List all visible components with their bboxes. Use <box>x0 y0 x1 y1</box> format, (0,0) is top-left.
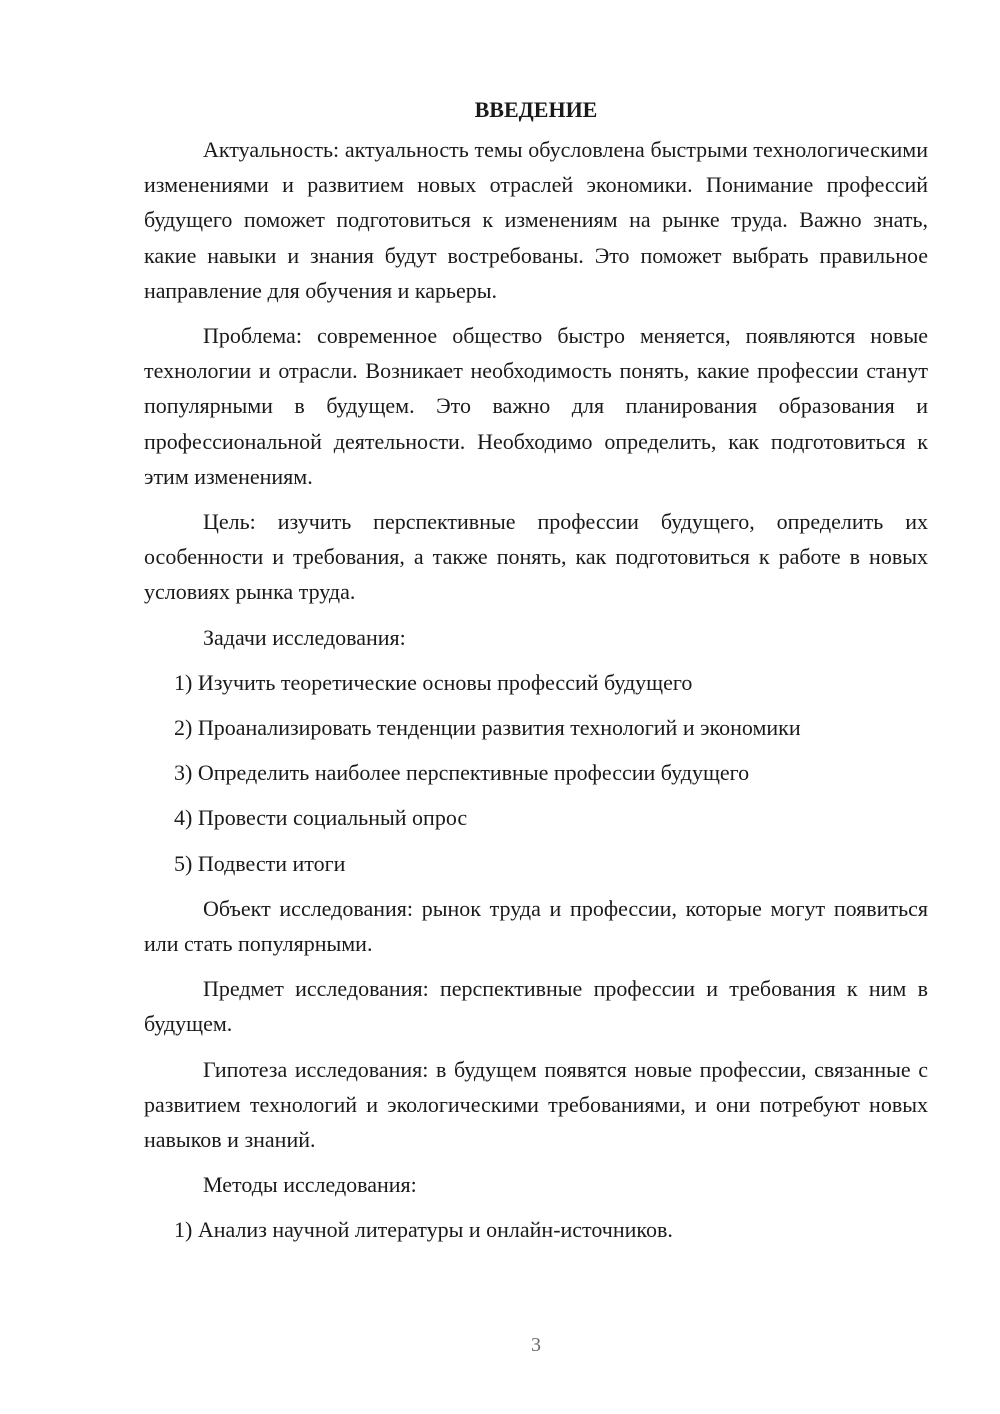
list-item: 2) Проанализировать тенденции развития технологий и экономики <box>174 715 801 741</box>
tasks-list <box>144 665 928 881</box>
list-item: 1) Анализ научной литературы и онлайн-источников. <box>174 1217 673 1243</box>
relevance-paragraph: Актуальность: актуальность темы обусловлена быстрыми технологическими изменениями и развитием новых отраслей экономики. Понимание профессий будущего поможет подготовиться к изменениям на рынке труда. Важно знать, какие навыки и знания будут востребованы. Это поможет выбрать правильное направление для обучения и карьеры. <box>144 137 928 303</box>
list-item: 1) Изучить теоретические основы профессий будущего <box>174 669 693 695</box>
methods-heading: Методы исследования: <box>203 1172 417 1198</box>
list-item: 4) Провести социальный опрос <box>174 805 468 831</box>
methods-list <box>144 1212 928 1247</box>
subject-paragraph: Предмет исследования: перспективные профессии и требования к ним в будущем. <box>144 976 928 1037</box>
list-item: 3) Определить наиболее перспективные профессии будущего <box>174 760 750 786</box>
tasks-heading: Задачи исследования: <box>203 624 406 650</box>
page-number: 3 <box>531 1334 541 1356</box>
document-page <box>144 92 928 1258</box>
list-item: 5) Подвести итоги <box>174 850 346 876</box>
section-title: ВВЕДЕНИЕ <box>474 97 598 122</box>
hypothesis-paragraph: Гипотеза исследования: в будущем появятся новые профессии, связанные с развитием технологий и экологическими требованиями, и они потребуют новых навыков и знаний. <box>144 1056 928 1153</box>
goal-paragraph: Цель: изучить перспективные профессии будущего, определить их особенности и требования, а также понять, как подготовиться к работе в новых условиях рынка труда. <box>144 509 928 605</box>
problem-paragraph: Проблема: современное общество быстро меняется, появляются новые технологии и отрасли. Возникает необходимость понять, какие профессии станут популярными в будущем. Это важно для планирования образования и профессиональной деятельности. Необходимо определить, как подготовиться к этим изменениям. <box>144 323 928 489</box>
object-paragraph: Объект исследования: рынок труда и профессии, которые могут появиться или стать популярными. <box>144 895 928 957</box>
